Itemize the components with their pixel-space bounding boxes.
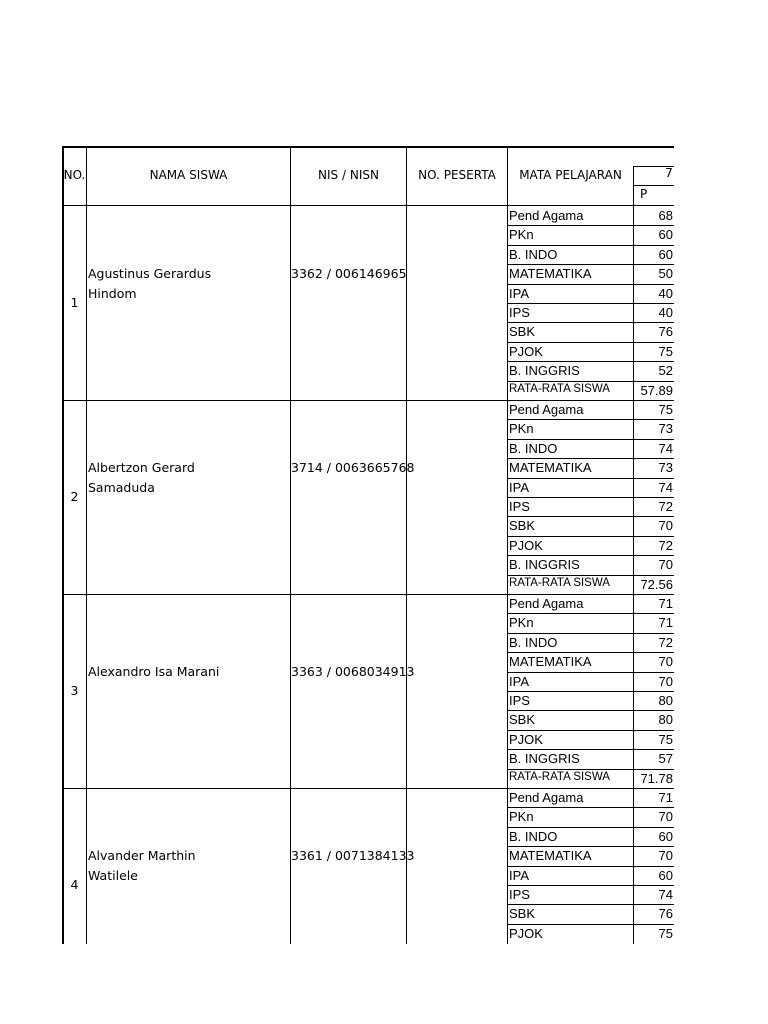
subject-name: B. INGGRIS [509, 751, 580, 766]
subject-row-divider [507, 924, 674, 925]
subject-name: PJOK [509, 732, 543, 747]
subject-score: 75 [658, 732, 673, 747]
subject-score: 74 [658, 480, 673, 495]
subject-row-divider [507, 225, 674, 226]
subject-row-divider [507, 613, 674, 614]
col-sep-4 [507, 146, 508, 944]
subject-score: 74 [658, 887, 673, 902]
subject-score: 75 [658, 402, 673, 417]
subject-score: 72 [658, 499, 673, 514]
table-top-border [62, 146, 674, 148]
subject-score: 71 [658, 790, 673, 805]
subject-row-divider [507, 516, 674, 517]
subject-score: 57 [658, 751, 673, 766]
grade-sub-divider [633, 185, 674, 186]
subject-name: IPA [509, 286, 529, 301]
header-no-peserta: NO. PESERTA [418, 168, 496, 182]
subject-score: 70 [658, 674, 673, 689]
subject-score: 57.89 [640, 383, 673, 398]
subject-row-divider [507, 827, 674, 828]
subject-row-divider [507, 322, 674, 323]
subject-name: PKn [509, 615, 534, 630]
subject-name: PKn [509, 421, 534, 436]
subject-name: SBK [509, 906, 536, 921]
subject-name: SBK [509, 712, 536, 727]
subject-name: Pend Agama [509, 208, 584, 223]
subject-score: 70 [658, 809, 673, 824]
student-nis: 3363 / 0068034913 [291, 664, 415, 679]
student-name-line1: Alvander Marthin [88, 848, 196, 863]
subject-name: IPA [509, 868, 529, 883]
col-sep-1 [86, 146, 87, 944]
subject-name: B. INDO [509, 829, 558, 844]
subject-row-divider [507, 866, 674, 867]
subject-score: 80 [658, 693, 673, 708]
subject-row-divider [507, 555, 674, 556]
subject-name: RATA-RATA SISWA [509, 577, 610, 589]
subject-name: PKn [509, 809, 534, 824]
student-block-divider [62, 594, 674, 595]
subject-name: B. INDO [509, 441, 558, 456]
student-no: 3 [70, 683, 79, 698]
subject-score: 80 [658, 712, 673, 727]
subject-name: SBK [509, 324, 536, 339]
subject-score: 71.78 [640, 771, 673, 786]
header-grade-p: P [640, 187, 648, 201]
subject-row-divider [507, 381, 674, 382]
subject-name: SBK [509, 518, 536, 533]
subject-score: 68 [658, 208, 673, 223]
subject-name: IPA [509, 480, 529, 495]
subject-score: 72 [658, 538, 673, 553]
subject-score: 72.56 [640, 577, 673, 592]
subject-name: IPS [509, 499, 530, 514]
subject-row-divider [507, 710, 674, 711]
table-left-border [62, 146, 64, 944]
student-name-line2: Hindom [88, 286, 137, 301]
subject-name: IPS [509, 887, 530, 902]
header-mata-pelajaran: MATA PELAJARAN [519, 168, 622, 182]
subject-row-divider [507, 458, 674, 459]
subject-row-divider [507, 672, 674, 673]
subject-name: B. INDO [509, 635, 558, 650]
subject-row-divider [507, 342, 674, 343]
subject-name: PKn [509, 227, 534, 242]
subject-row-divider [507, 846, 674, 847]
student-name-line1: Agustinus Gerardus [88, 266, 212, 281]
subject-name: MATEMATIKA [509, 848, 592, 863]
subject-score: 60 [658, 829, 673, 844]
subject-score: 70 [658, 848, 673, 863]
header-bottom-border [62, 205, 674, 206]
subject-row-divider [507, 749, 674, 750]
subject-name: B. INGGRIS [509, 363, 580, 378]
student-block-divider [62, 400, 674, 401]
subject-score: 71 [658, 615, 673, 630]
subject-row-divider [507, 769, 674, 770]
subject-row-divider [507, 497, 674, 498]
subject-row-divider [507, 361, 674, 362]
subject-row-divider [507, 691, 674, 692]
subject-score: 72 [658, 635, 673, 650]
subject-score: 70 [658, 518, 673, 533]
subject-score: 60 [658, 227, 673, 242]
subject-score: 60 [658, 247, 673, 262]
subject-name: IPS [509, 693, 530, 708]
subject-score: 70 [658, 654, 673, 669]
student-no: 2 [70, 489, 79, 504]
subject-row-divider [507, 419, 674, 420]
student-name-line2: Samaduda [88, 480, 155, 495]
subject-row-divider [507, 536, 674, 537]
student-block-divider [62, 788, 674, 789]
subject-name: IPS [509, 305, 530, 320]
subject-row-divider [507, 478, 674, 479]
subject-name: RATA-RATA SISWA [509, 383, 610, 395]
subject-score: 76 [658, 324, 673, 339]
subject-score: 50 [658, 266, 673, 281]
subject-name: IPA [509, 674, 529, 689]
subject-name: PJOK [509, 344, 543, 359]
subject-row-divider [507, 730, 674, 731]
header-grade-cut: 7 [665, 166, 673, 180]
subject-row-divider [507, 284, 674, 285]
subject-score: 70 [658, 557, 673, 572]
subject-score: 76 [658, 906, 673, 921]
subject-name: B. INGGRIS [509, 557, 580, 572]
subject-name: B. INDO [509, 247, 558, 262]
header-nama-siswa: NAMA SISWA [149, 168, 228, 182]
student-name-line1: Alexandro Isa Marani [88, 664, 220, 679]
subject-score: 71 [658, 596, 673, 611]
subject-row-divider [507, 652, 674, 653]
subject-score: 73 [658, 421, 673, 436]
subject-name: MATEMATIKA [509, 266, 592, 281]
subject-score: 60 [658, 868, 673, 883]
subject-name: Pend Agama [509, 596, 584, 611]
student-name-line2: Watilele [88, 868, 138, 883]
subject-row-divider [507, 575, 674, 576]
header-nis-nisn: NIS / NISN [318, 168, 379, 182]
subject-row-divider [507, 439, 674, 440]
subject-name: MATEMATIKA [509, 654, 592, 669]
student-name-line1: Albertzon Gerard [88, 460, 195, 475]
subject-score: 75 [658, 926, 673, 941]
subject-score: 40 [658, 305, 673, 320]
subject-row-divider [507, 807, 674, 808]
subject-row-divider [507, 885, 674, 886]
subject-score: 75 [658, 344, 673, 359]
subject-name: Pend Agama [509, 790, 584, 805]
subject-score: 52 [658, 363, 673, 378]
subject-name: Pend Agama [509, 402, 584, 417]
student-no: 1 [70, 295, 79, 310]
subject-name: PJOK [509, 538, 543, 553]
student-nis: 3361 / 0071384133 [291, 848, 415, 863]
subject-score: 40 [658, 286, 673, 301]
subject-row-divider [507, 633, 674, 634]
student-nis: 3714 / 0063665768 [291, 460, 415, 475]
subject-row-divider [507, 904, 674, 905]
subject-row-divider [507, 264, 674, 265]
subject-row-divider [507, 245, 674, 246]
subject-name: PJOK [509, 926, 543, 941]
subject-name: RATA-RATA SISWA [509, 771, 610, 783]
subject-row-divider [507, 303, 674, 304]
student-no: 4 [70, 877, 79, 892]
header-no: NO. [63, 168, 86, 182]
subject-name: MATEMATIKA [509, 460, 592, 475]
subject-score: 73 [658, 460, 673, 475]
student-nis: 3362 / 006146965 [291, 266, 407, 281]
subject-score: 74 [658, 441, 673, 456]
